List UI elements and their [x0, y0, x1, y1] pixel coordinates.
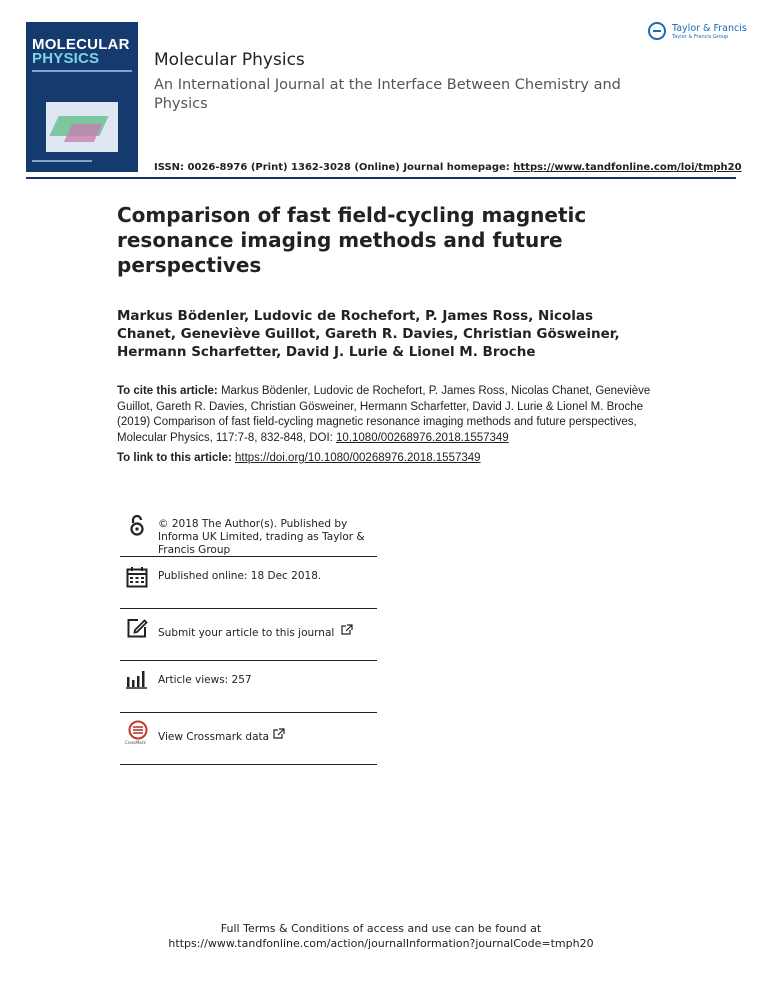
bar-chart-icon [126, 668, 148, 690]
article-doi-url[interactable]: https://doi.org/10.1080/00268976.2018.1557349 [235, 452, 481, 464]
external-link-icon [273, 728, 285, 739]
published-text: Published online: 18 Dec 2018. [158, 570, 322, 582]
publisher-group: Taylor & Francis Group [672, 34, 729, 40]
article-link-line [117, 452, 481, 464]
cover-figure [46, 102, 118, 152]
publisher-name: Taylor & Francis [672, 23, 747, 34]
cover-footer [32, 160, 92, 162]
open-access-icon [126, 514, 148, 536]
crossmark-row[interactable] [120, 712, 377, 765]
cover-strapline [32, 70, 132, 72]
cover-title-line2: PHYSICS [32, 50, 100, 67]
issn-text: ISSN: 0026-8976 (Print) 1362-3028 (Online) Journal homepage: [154, 162, 514, 173]
article-authors: Markus Bödenler, Ludovic de Rochefort, P. James Ross, Nicolas Chanet, Geneviève Guillot, Gareth R. Davies, Christian Gösweiner, Hermann Scharfetter, David J. Lurie & Lionel M. Broche [117, 308, 620, 360]
journal-cover-image [26, 22, 138, 172]
journal-subtitle: An International Journal at the Interface Between Chemistry and Physics [154, 77, 621, 112]
article-views-text: Article views: 257 [158, 674, 252, 686]
crossmark-link[interactable] [158, 728, 285, 744]
cover-title-line1: MOLECULAR [32, 36, 130, 53]
doi-link[interactable]: 10.1080/00268976.2018.1557349 [336, 431, 509, 444]
crossmark-icon-label: CrossMark [125, 740, 146, 745]
published-row [120, 556, 377, 609]
link-label: To link to this article: [117, 452, 235, 464]
tf-logo-icon [648, 22, 666, 40]
footer-terms-text: Full Terms & Conditions of access and use can be found at [220, 922, 542, 935]
submit-article-row[interactable] [120, 608, 377, 661]
journal-name: Molecular Physics [154, 50, 305, 70]
calendar-icon [126, 566, 148, 588]
cite-text: Markus Bödenler, Ludovic de Rochefort, P. James Ross, Nicolas Chanet, Geneviève Guillot, Gareth R. Davies, Christian Gösweiner, Hermann Scharfetter, David J. Lurie & Lionel M. Broche (2019) Comparison of fast field-cycling magnetic resonance imaging methods and future perspectives, Molecular Physics, 117:7-8, 832-848, DOI: [117, 385, 651, 444]
article-title: Comparison of fast field-cycling magnetic resonance imaging methods and future perspectives [117, 203, 587, 277]
crossmark-label: View Crossmark data [158, 731, 270, 743]
submit-article-link[interactable] [158, 624, 353, 640]
cite-label: To cite this article: [117, 385, 218, 397]
submit-article-label: Submit your article to this journal [158, 627, 335, 639]
edit-icon [126, 617, 148, 639]
header-rule [26, 177, 736, 179]
issn-line [154, 162, 742, 173]
license-row [120, 512, 377, 557]
article-views-row [120, 660, 377, 713]
taylor-francis-logo[interactable] [648, 22, 747, 44]
footer-terms-link[interactable]: https://www.tandfonline.com/action/journalInformation?journalCode=tmph20 [168, 937, 594, 950]
external-link-icon [341, 624, 353, 635]
page-footer [0, 921, 762, 951]
cover-title [32, 38, 130, 66]
license-text: © 2018 The Author(s). Published by Informa UK Limited, trading as Taylor & Francis Group [158, 518, 365, 556]
citation-block [117, 384, 657, 446]
journal-homepage-link[interactable]: https://www.tandfonline.com/loi/tmph20 [513, 162, 742, 173]
